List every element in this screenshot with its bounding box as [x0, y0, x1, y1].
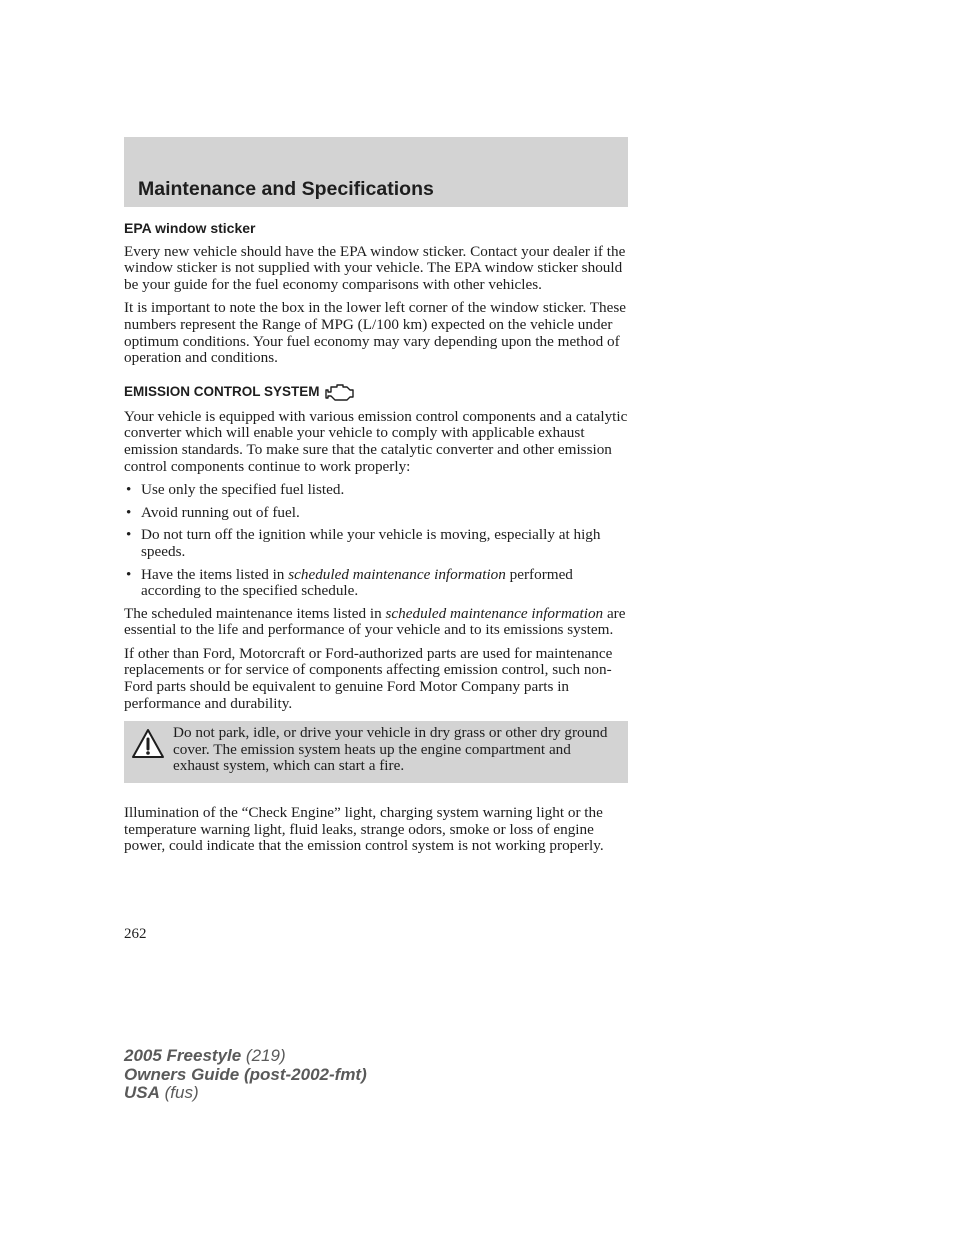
- list-item: • Use only the specified fuel listed.: [124, 482, 628, 499]
- epa-heading: EPA window sticker: [124, 220, 256, 236]
- list-item: • Avoid running out of fuel.: [124, 505, 628, 522]
- italic-reference: scheduled maintenance information: [385, 604, 604, 622]
- list-item-text: Have the items listed in: [141, 565, 289, 583]
- list-item: • Do not turn off the ignition while your vehicle is moving, especially at high speeds.: [124, 527, 628, 560]
- paragraph-text: The scheduled maintenance items listed in: [124, 604, 386, 622]
- italic-reference: scheduled maintenance information: [288, 565, 506, 583]
- page-content: [124, 220, 628, 862]
- paragraph-text: are essential to the life and performance of your vehicle and to its emissions system.: [124, 604, 626, 639]
- emission-heading-text: EMISSION CONTROL SYSTEM: [124, 384, 320, 400]
- emission-heading: [124, 383, 628, 403]
- warning-triangle-icon: [131, 728, 165, 760]
- page-number: 262: [124, 926, 147, 942]
- warning-text: Do not park, idle, or drive your vehicle in dry grass or other dry ground cover. The emission system heats up the engine compartment and exhaust system, which can start a fire.: [173, 724, 608, 775]
- footer-line-1: [124, 1047, 367, 1066]
- footer-line-3: [124, 1084, 367, 1103]
- warning-box: [124, 721, 628, 783]
- epa-paragraph-2: It is important to note the box in the lower left corner of the window sticker. These numbers represent the Range of MPG (L/100 km) expected on the vehicle under optimum conditions. Your fuel economy may vary depending upon the method of operation and conditions.: [124, 299, 627, 367]
- footer-model-code: (219): [241, 1046, 286, 1065]
- footer-market-code: (fus): [159, 1083, 199, 1102]
- parts-paragraph: If other than Ford, Motorcraft or Ford-authorized parts are used for maintenance replacements or for service of components affecting emission control, such non-Ford parts should be equivalent to genuine Ford Motor Company parts in performance and durability.: [124, 644, 613, 712]
- document-footer: [124, 1047, 367, 1103]
- section-header-band: [124, 137, 628, 207]
- emission-intro: Your vehicle is equipped with various emission control components and a catalytic converter which will enable your vehicle to comply with applicable exhaust emission standards. To make sure that the catalytic converter and other emission control components continue to work properly:: [124, 407, 628, 475]
- section-title: Maintenance and Specifications: [138, 178, 434, 200]
- list-item: [124, 567, 628, 600]
- footer-market: USA: [124, 1083, 160, 1102]
- list-item-text: performed according to the specified schedule.: [141, 565, 573, 600]
- footer-model: 2005 Freestyle: [124, 1046, 242, 1065]
- scheduled-maintenance-paragraph: [124, 606, 628, 639]
- epa-paragraph-1: Every new vehicle should have the EPA window sticker. Contact your dealer if the window sticker is not supplied with your vehicle. The EPA window sticker should be your guide for the fuel economy comparisons with other vehicles.: [124, 242, 626, 293]
- check-engine-icon: [324, 383, 356, 403]
- emission-bullet-list: [124, 482, 628, 600]
- check-engine-paragraph: Illumination of the “Check Engine” light, charging system warning light or the temperature warning light, fluid leaks, strange odors, smoke or loss of engine power, could indicate that the emission control system is not working properly.: [124, 804, 604, 855]
- footer-line-2: Owners Guide (post-2002-fmt): [124, 1064, 367, 1084]
